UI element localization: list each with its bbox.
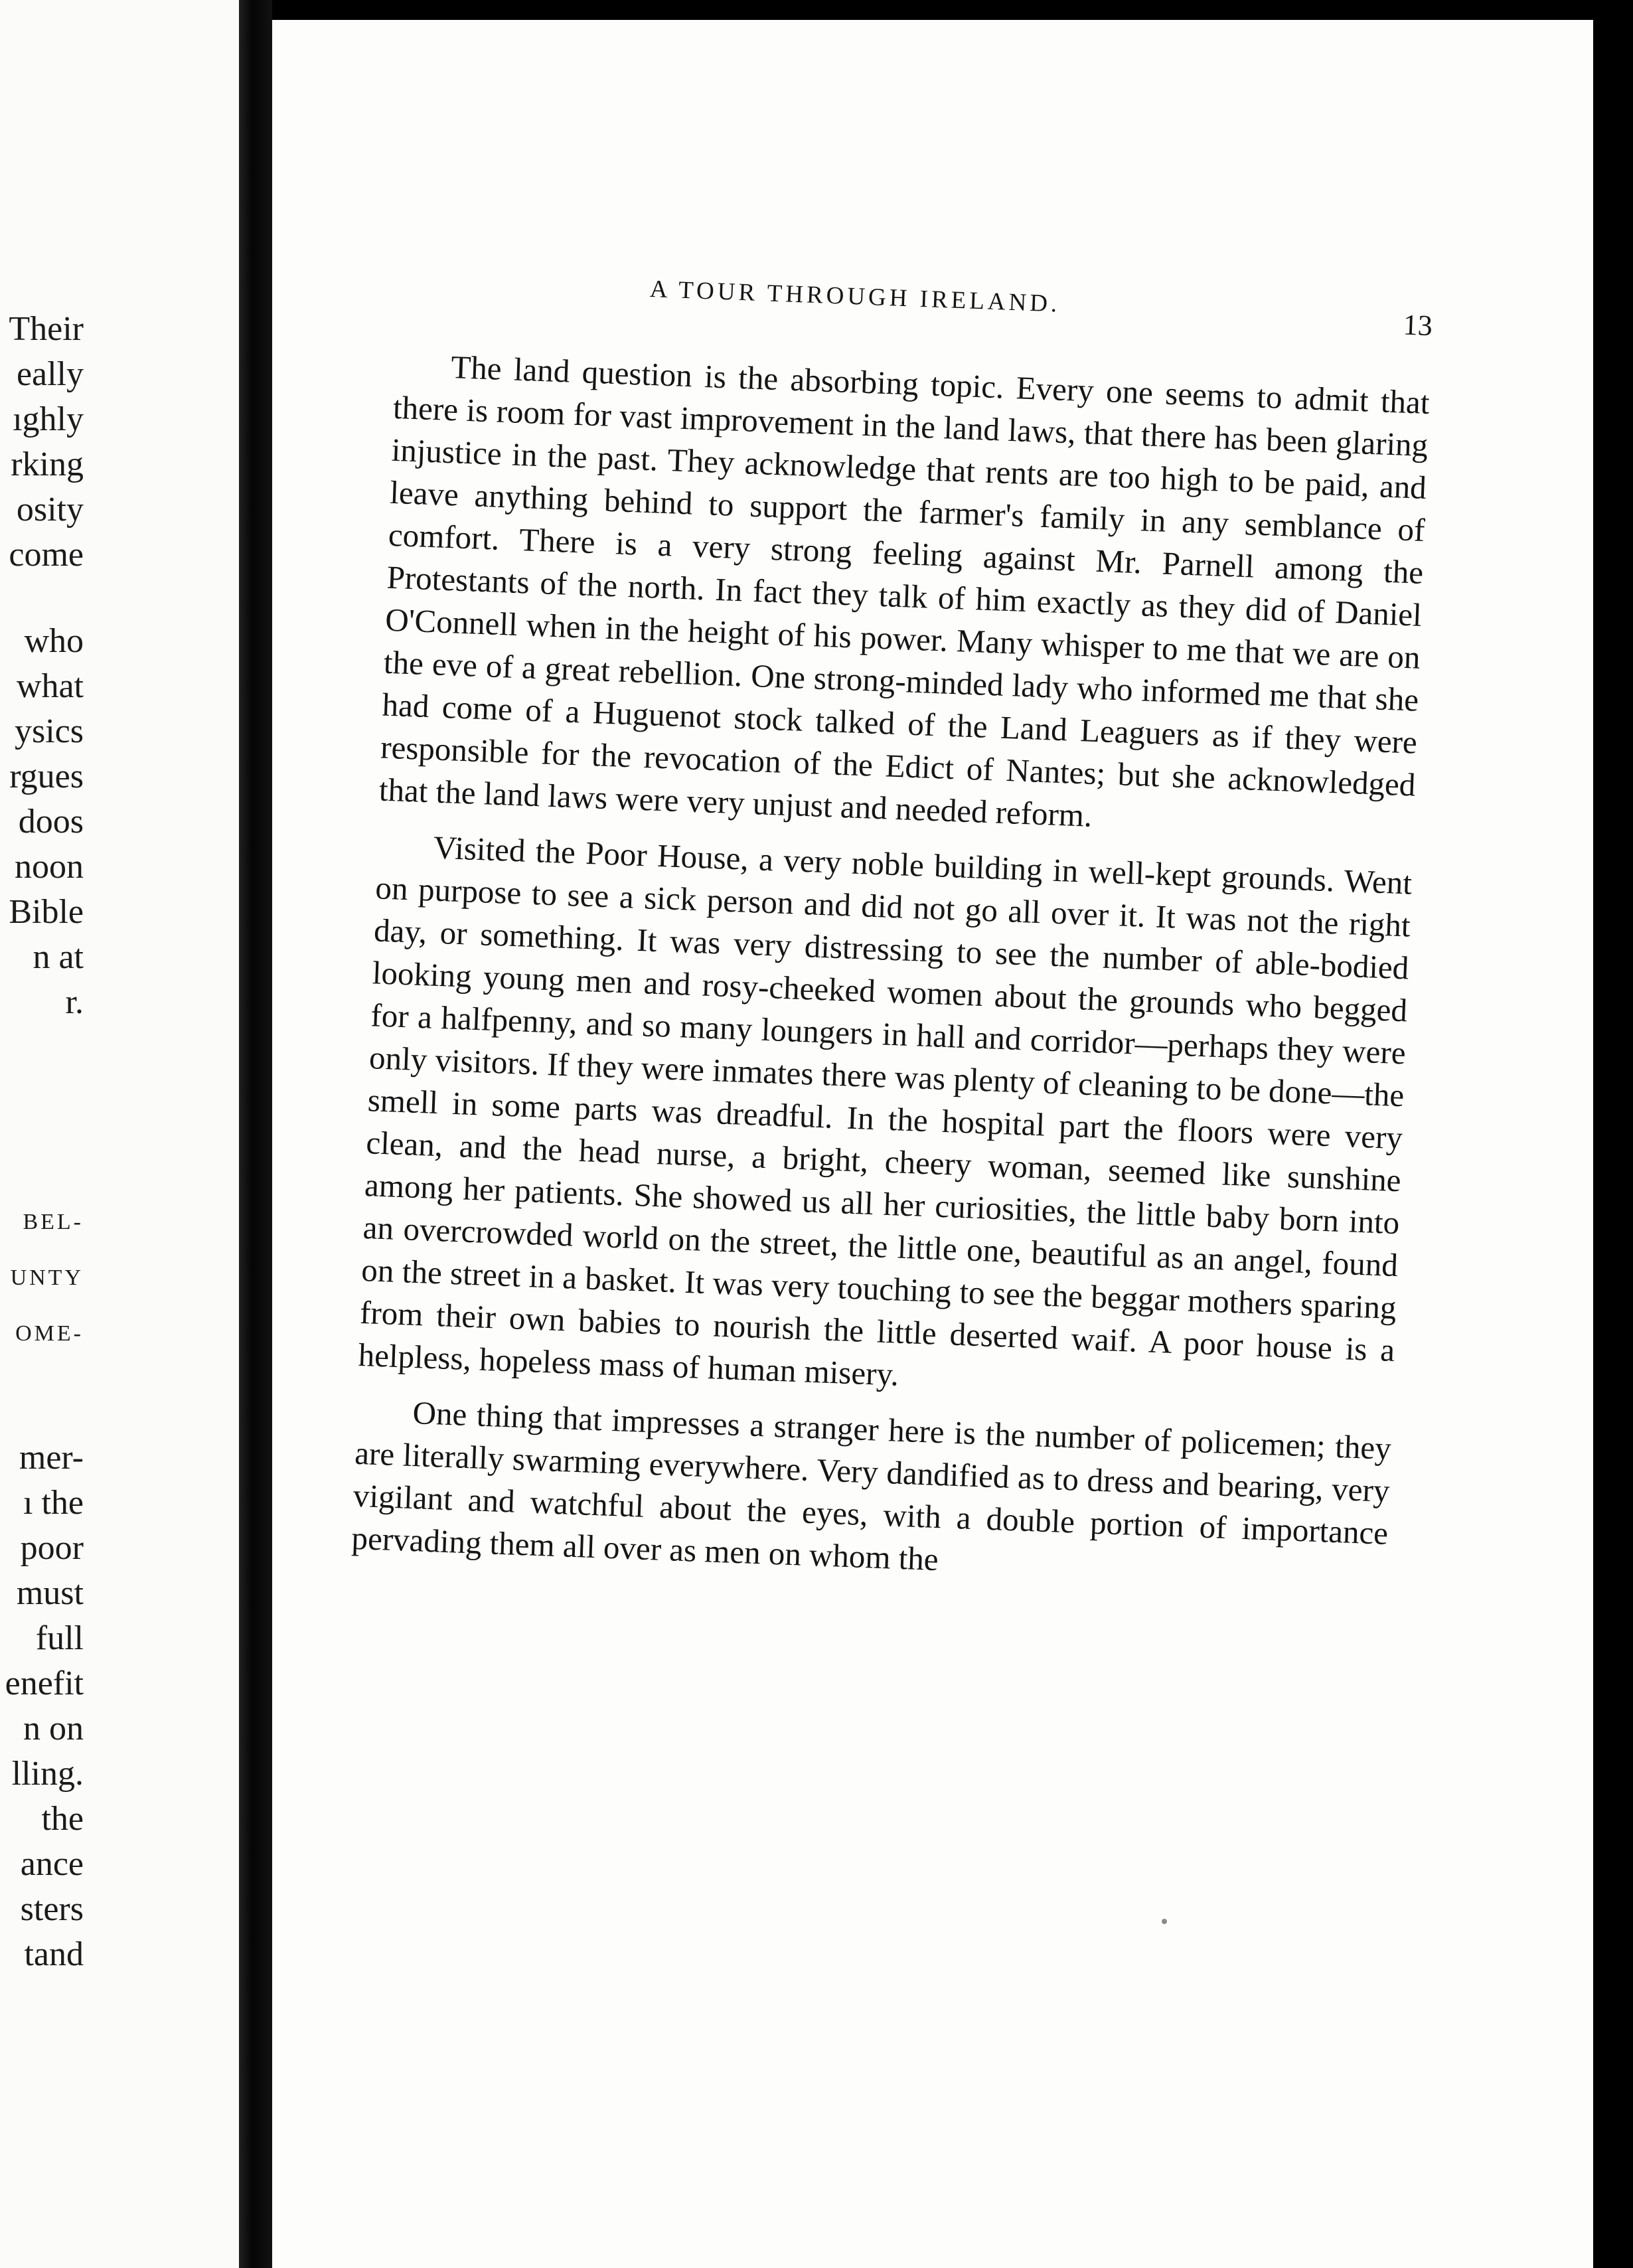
book-gutter <box>239 0 272 2268</box>
left-page-fragment: n on <box>23 1710 84 1747</box>
left-page-fragment: come <box>9 536 84 574</box>
paper-speck <box>1162 1919 1167 1924</box>
left-page-fragment: Bible <box>9 893 84 931</box>
left-page-fragment: must <box>16 1574 84 1612</box>
left-page-fragment: rgues <box>9 758 84 795</box>
running-title: A TOUR THROUGH IRELAND. <box>649 275 1061 318</box>
left-page-fragment: enefit <box>5 1664 84 1702</box>
left-page-fragment: n at <box>33 938 84 976</box>
left-page-fragment: Their <box>9 310 84 348</box>
right-page <box>272 20 1593 2268</box>
scan-border <box>1593 0 1633 2268</box>
left-page-fragment: ance <box>20 1845 84 1883</box>
left-page-fragment: ıghly <box>13 400 84 438</box>
left-page-fragment: who <box>24 622 84 660</box>
left-page-fragment: tand <box>24 1935 84 1973</box>
left-page-fragment: sters <box>20 1890 84 1928</box>
left-page-fragment: eally <box>16 355 84 393</box>
paragraph: Visited the Poor House, a very noble building in well-kept grounds. Went on purpose to see a sick person and did not go all over it. It was not the right day, or something. It was very distressing to see the number of able-bodied looking young men and rosy-cheeked women about the grounds who begged for a halfpenny, and so many loungers in hall and corridor—perhaps they were only visitors. If they were inmates there was plenty of cleaning to be done—the smell in some parts was dreadful. In the hospital part the floors were very clean, and the head nurse, a bright, cheery woman, seemed like sunshine among her patients. She showed us all her curiosities, the little baby born into an overcrowded world on the street, the little one, beautiful as an angel, found on the street in a basket. It was very touching to see the beggar mothers sparing from their own babies to nourish the little deserted waif. A poor house is a helpless, hopeless mass of human misery. <box>357 829 1413 1393</box>
left-page-fragment: poor <box>20 1529 84 1567</box>
left-page-fragment: what <box>16 667 84 705</box>
left-page-fragment: ı the <box>23 1484 84 1522</box>
left-page-fragment: OME- <box>15 1321 84 1346</box>
left-page <box>0 0 239 2268</box>
page-content <box>350 266 1433 1611</box>
left-page-fragment: mer- <box>19 1439 84 1477</box>
left-page-fragment: BEL- <box>23 1210 84 1234</box>
left-page-fragment: doos <box>18 803 84 841</box>
paragraph: The land question is the absorbing topic. Every one seems to admit that there is room for vast improvement in the land laws, that there has been glaring injustice in the past. They acknowledge that rents are too high to be paid, and leave anything behind to support the farmer's family in any semblance of comfort. There is a very strong feeling against Mr. Parnell among the Protestants of the north. In fact they talk of him exactly as they did of Daniel O'Connell when in the height of his power. Many whisper to me that we are on the eve of a great rebellion. One strong-minded lady who informed me that she had come of a Huguenot stock talked of the Land Leaguers as if they were responsible for the revocation of the Edict of Nantes; but she acknowledged that the land laws were very unjust and needed reform. <box>378 349 1431 834</box>
left-page-fragment: noon <box>15 848 84 886</box>
left-page-fragment: full <box>35 1619 84 1657</box>
left-page-fragment: UNTY <box>10 1265 84 1290</box>
page-number: 13 <box>1402 308 1433 343</box>
left-page-fragment: lling. <box>11 1755 84 1793</box>
running-head <box>396 266 1433 350</box>
left-page-fragment: the <box>41 1800 84 1838</box>
left-page-fragment: r. <box>65 983 84 1021</box>
left-page-fragment: osity <box>16 491 84 528</box>
paragraph: One thing that impresses a stranger here is the number of policemen; they are literally swarming everywhere. Very dandified as to dress and bearing, very vigilant and watchful about the eyes, with a double portion of importance pervading them all over as men on whom the <box>350 1394 1392 1578</box>
left-page-fragment: rking <box>11 446 84 483</box>
left-page-fragment: ysics <box>15 712 84 750</box>
